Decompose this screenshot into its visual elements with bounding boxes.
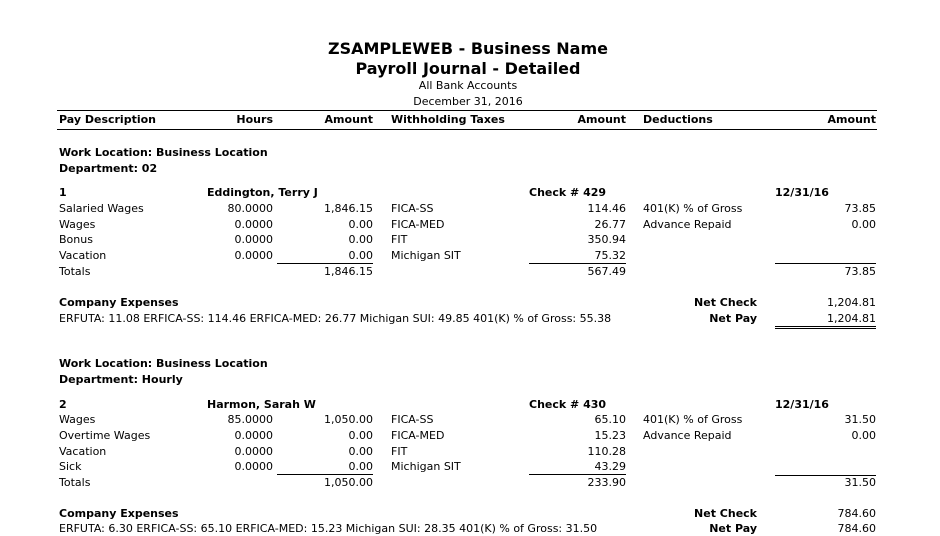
pay-description: Salaried Wages: [59, 202, 144, 215]
pay-hours: 0.0000: [234, 218, 273, 231]
net-check-label: Net Check: [694, 507, 757, 520]
pay-description: Wages: [59, 413, 96, 426]
deduction-name: 401(K) % of Gross: [643, 413, 743, 426]
tax-amount: 75.32: [529, 249, 626, 264]
tax-amount: 65.10: [594, 413, 626, 426]
pay-amount: 0.00: [348, 233, 373, 246]
employee-number: 2: [59, 398, 67, 411]
tax-name: FICA-SS: [391, 413, 434, 426]
department: Department: 02: [59, 162, 158, 175]
tax-amount: 350.94: [587, 233, 626, 246]
report-accounts: All Bank Accounts: [418, 79, 518, 92]
deductions-rule: [775, 263, 876, 264]
department: Department: Hourly: [59, 373, 183, 386]
pay-description: Vacation: [59, 249, 107, 262]
pay-description: Wages: [59, 218, 96, 231]
tax-name: FICA-MED: [391, 429, 445, 442]
tax-name: Michigan SIT: [391, 460, 461, 473]
employee-name: Harmon, Sarah W: [207, 398, 316, 411]
deduction-amount: 0.00: [851, 218, 876, 231]
col-amount-taxes: Amount: [577, 113, 626, 126]
totals-taxes: 567.49: [587, 265, 626, 278]
net-pay-amount: 784.60: [837, 522, 876, 535]
net-check-amount: 784.60: [837, 507, 876, 520]
col-hours: Hours: [236, 113, 273, 126]
check-number: Check # 429: [529, 186, 607, 199]
deduction-name: Advance Repaid: [643, 429, 732, 442]
totals-pay: 1,846.15: [324, 265, 373, 278]
company-expenses-detail: ERFUTA: 6.30 ERFICA-SS: 65.10 ERFICA-MED: 15.23 Michigan SUI: 28.35 401(K) % of Gross: 31.50: [59, 522, 598, 535]
work-location: Work Location: Business Location: [59, 357, 268, 370]
deduction-amount: 31.50: [844, 413, 876, 426]
col-pay-description: Pay Description: [59, 113, 156, 126]
report-title: Payroll Journal - Detailed: [355, 59, 581, 78]
pay-hours: 0.0000: [234, 233, 273, 246]
pay-hours: 0.0000: [234, 429, 273, 442]
deduction-name: Advance Repaid: [643, 218, 732, 231]
header-bottom-rule: [57, 129, 877, 130]
pay-hours: 0.0000: [234, 445, 273, 458]
col-amount-pay: Amount: [324, 113, 373, 126]
totals-label: Totals: [59, 265, 91, 278]
employee-number: 1: [59, 186, 67, 199]
tax-amount: 43.29: [529, 460, 626, 475]
col-withholding-taxes: Withholding Taxes: [391, 113, 505, 126]
pay-description: Bonus: [59, 233, 93, 246]
tax-name: FICA-SS: [391, 202, 434, 215]
tax-amount: 110.28: [587, 445, 626, 458]
tax-name: Michigan SIT: [391, 249, 461, 262]
pay-hours: 0.0000: [234, 460, 273, 473]
totals-taxes: 233.90: [587, 476, 626, 489]
pay-amount: 0.00: [348, 218, 373, 231]
pay-description: Overtime Wages: [59, 429, 151, 442]
tax-amount: 114.46: [587, 202, 626, 215]
totals-deductions: 73.85: [844, 265, 876, 278]
deduction-amount: 73.85: [844, 202, 876, 215]
check-number: Check # 430: [529, 398, 607, 411]
check-date: 12/31/16: [775, 398, 829, 411]
company-expenses-detail: ERFUTA: 11.08 ERFICA-SS: 114.46 ERFICA-MED: 26.77 Michigan SUI: 49.85 401(K) % of Gross: 55.38: [59, 312, 612, 325]
pay-amount: 1,846.15: [324, 202, 373, 215]
pay-amount: 1,050.00: [324, 413, 373, 426]
tax-amount: 15.23: [594, 429, 626, 442]
employee-name: Eddington, Terry J: [207, 186, 318, 199]
pay-amount: 0.00: [348, 445, 373, 458]
net-pay-label: Net Pay: [709, 522, 757, 535]
company-expenses-label: Company Expenses: [59, 296, 179, 309]
work-location: Work Location: Business Location: [59, 146, 268, 159]
header-top-rule: [57, 110, 877, 111]
totals-deductions: 31.50: [844, 476, 876, 489]
pay-hours: 0.0000: [234, 249, 273, 262]
check-date: 12/31/16: [775, 186, 829, 199]
net-check-label: Net Check: [694, 296, 757, 309]
tax-name: FIT: [391, 445, 408, 458]
report-date: December 31, 2016: [413, 95, 523, 108]
deduction-name: 401(K) % of Gross: [643, 202, 743, 215]
pay-hours: 85.0000: [227, 413, 273, 426]
net-pay-amount: 1,204.81: [775, 312, 876, 329]
pay-description: Vacation: [59, 445, 107, 458]
pay-amount: 0.00: [277, 460, 373, 475]
tax-name: FIT: [391, 233, 408, 246]
net-pay-label: Net Pay: [709, 312, 757, 325]
tax-amount: 26.77: [594, 218, 626, 231]
totals-pay: 1,050.00: [324, 476, 373, 489]
totals-label: Totals: [59, 476, 91, 489]
col-amount-deductions: Amount: [827, 113, 876, 126]
company-expenses-label: Company Expenses: [59, 507, 179, 520]
pay-description: Sick: [59, 460, 82, 473]
pay-hours: 80.0000: [227, 202, 273, 215]
net-check-amount: 1,204.81: [827, 296, 876, 309]
report-company: ZSAMPLEWEB - Business Name: [328, 39, 608, 58]
col-deductions: Deductions: [643, 113, 713, 126]
pay-amount: 0.00: [348, 429, 373, 442]
tax-name: FICA-MED: [391, 218, 445, 231]
pay-amount: 0.00: [277, 249, 373, 264]
deduction-amount: 0.00: [851, 429, 876, 442]
